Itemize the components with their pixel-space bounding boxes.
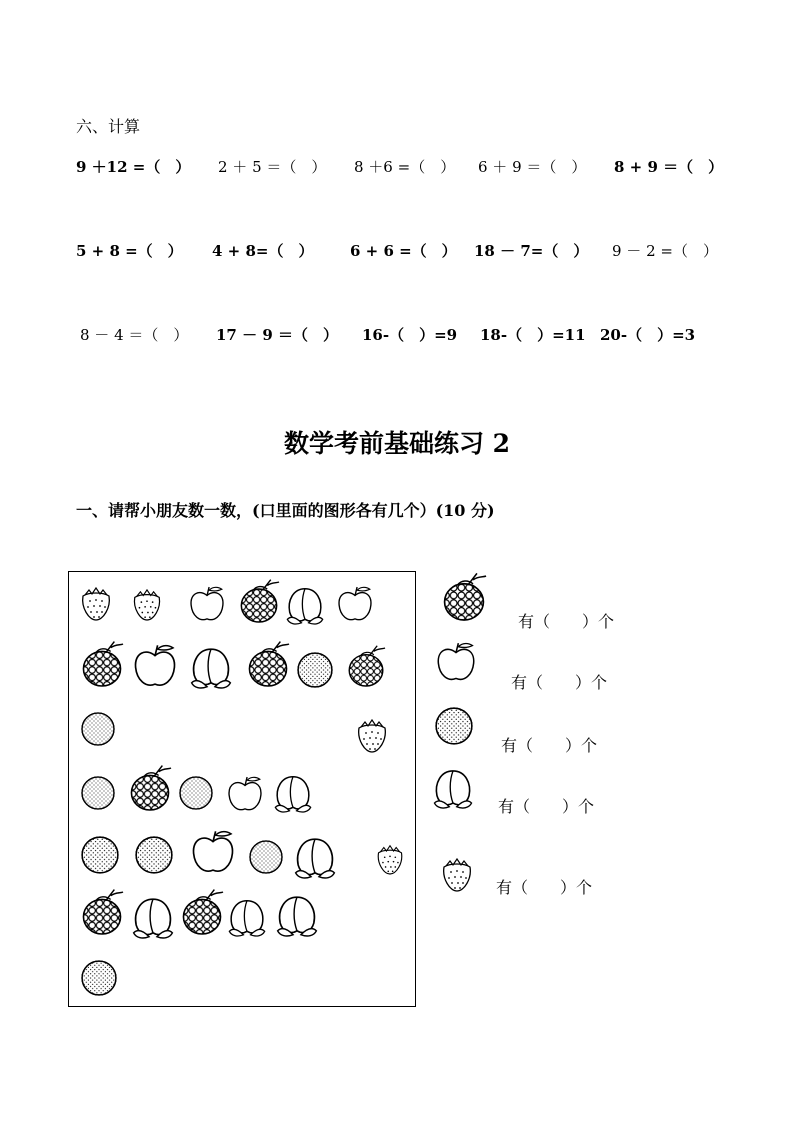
orange-icon — [81, 776, 115, 810]
raspberry-icon — [129, 768, 171, 810]
orange-icon — [435, 707, 473, 745]
raspberry-icon — [247, 644, 289, 686]
orange-icon — [249, 840, 283, 874]
equation: 8 － 4 ＝（ ） — [80, 326, 189, 344]
apple-icon — [227, 776, 263, 812]
equation: 20-（ ）=3 — [600, 326, 696, 344]
peach-icon — [189, 644, 233, 688]
equation: 9 － 2 =（ ） — [612, 242, 718, 260]
equation: 4 + 8=（ ） — [212, 242, 314, 260]
equation: 2 ＋ 5 ＝（ ） — [218, 158, 327, 176]
apple-icon — [436, 642, 476, 682]
equation: 16-（ ）=9 — [362, 326, 458, 344]
orange-icon — [81, 960, 117, 996]
equation: 17 － 9 ＝（ ） — [216, 326, 338, 344]
fruit-box — [68, 571, 416, 1007]
raspberry-count-label: 有（ ）个 — [518, 612, 615, 631]
raspberry-icon — [239, 582, 279, 622]
orange-icon — [81, 712, 115, 746]
peach-count-label: 有（ ）个 — [498, 797, 595, 816]
raspberry-icon — [81, 892, 123, 934]
peach-icon — [131, 894, 175, 938]
equation: 9 ＋12 =（ ） — [76, 158, 191, 176]
apple-icon — [133, 644, 177, 688]
orange-icon — [297, 652, 333, 688]
orange-count-label: 有（ ）个 — [501, 736, 598, 755]
equation: 6 ＋ 9 ＝（ ） — [478, 158, 587, 176]
peach-icon — [227, 896, 267, 936]
question-1-text: 一、请帮小朋友数一数，(口里面的图形各有几个）(10 分) — [76, 501, 495, 520]
peach-icon — [432, 766, 474, 808]
apple-icon — [189, 586, 225, 622]
strawberry-icon — [440, 856, 474, 892]
equation: 8 + 9 ＝（ ） — [614, 158, 724, 176]
section-6-heading: 六、计算 — [76, 117, 141, 136]
apple-count-label: 有（ ）个 — [511, 673, 608, 692]
orange-icon — [81, 836, 119, 874]
peach-icon — [285, 584, 325, 624]
equation: 6 + 6 =（ ） — [350, 242, 457, 260]
strawberry-icon — [375, 844, 405, 874]
strawberry-icon — [355, 718, 389, 752]
strawberry-icon — [79, 586, 113, 620]
apple-icon — [191, 830, 235, 874]
apple-icon — [337, 586, 373, 622]
orange-icon — [135, 836, 173, 874]
raspberry-icon — [347, 648, 385, 686]
strawberry-icon — [131, 588, 163, 620]
raspberry-icon — [81, 644, 123, 686]
equation: 8 ＋6 =（ ） — [354, 158, 456, 176]
peach-icon — [273, 772, 313, 812]
orange-icon — [179, 776, 213, 810]
page-title: 数学考前基础练习 2 — [283, 429, 511, 458]
equation: 5 + 8 =（ ） — [76, 242, 183, 260]
raspberry-icon — [442, 576, 486, 620]
peach-icon — [275, 892, 319, 936]
equation: 18 － 7=（ ） — [474, 242, 589, 260]
equation: 18-（ ）=11 — [480, 326, 586, 344]
strawberry-count-label: 有（ ）个 — [496, 878, 593, 897]
raspberry-icon — [181, 892, 223, 934]
peach-icon — [293, 834, 337, 878]
